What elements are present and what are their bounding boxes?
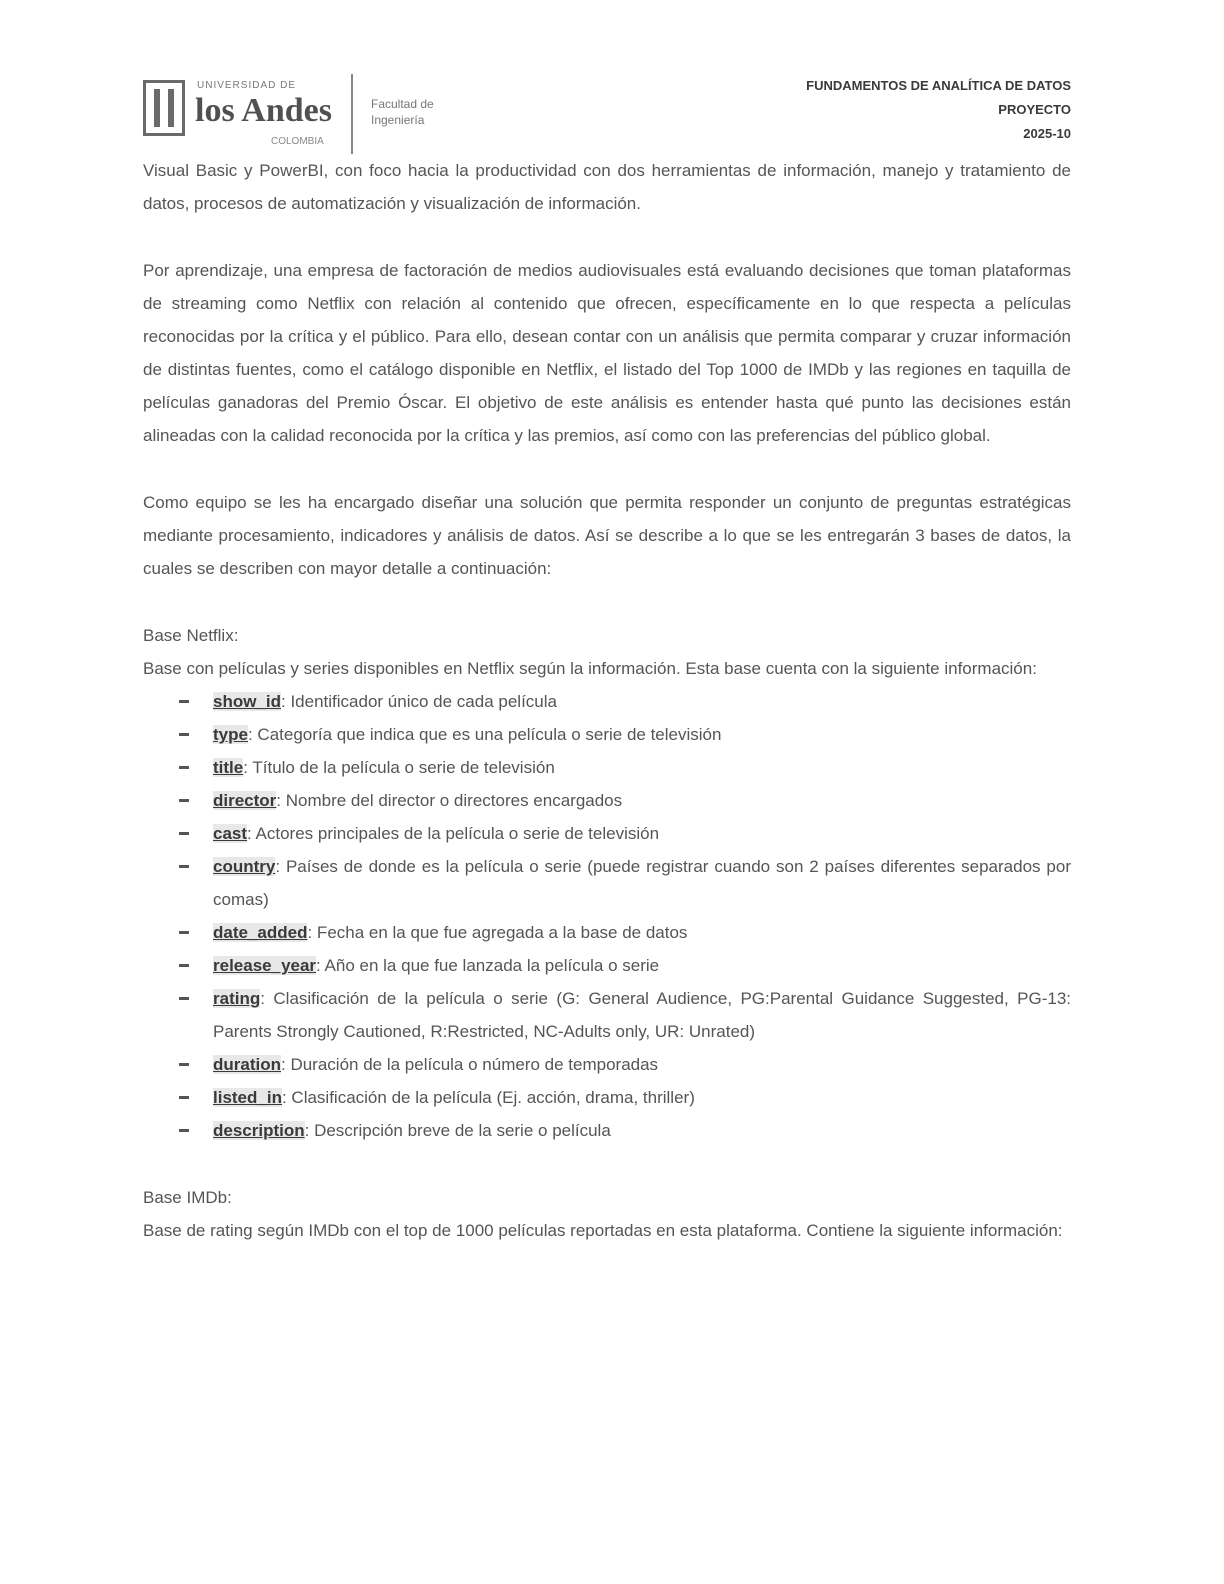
field-description: : Descripción breve de la serie o película bbox=[304, 1121, 611, 1140]
field-description: : Países de donde es la película o serie (puede registrar cuando son 2 países diferentes separados por comas) bbox=[213, 857, 1071, 909]
list-item bbox=[173, 817, 1071, 850]
field-name: release_year bbox=[213, 956, 317, 975]
bullet-icon bbox=[179, 865, 189, 868]
field-name: country bbox=[213, 857, 276, 876]
netflix-field-list bbox=[143, 685, 1071, 1147]
list-item bbox=[173, 949, 1071, 982]
field-description: : Nombre del director o directores encargados bbox=[276, 791, 623, 810]
document-page bbox=[143, 70, 1071, 1247]
list-item bbox=[173, 1114, 1071, 1147]
field-name: date_added bbox=[213, 923, 308, 942]
field-description: : Clasificación de la película o serie (G: General Audience, PG:Parental Guidance Suggested, PG-13: Parents Strongly Cautioned, R:Restricted, NC-Adults only, UR: Unrated) bbox=[213, 989, 1071, 1041]
field-description: : Año en la que fue lanzada la película o serie bbox=[316, 956, 660, 975]
task-paragraph: Como equipo se les ha encargado diseñar una solución que permita responder un conjunto de preguntas estratégicas mediante procesamiento, indicadores y análisis de datos. Así se describe a lo que se les entregarán 3 bases de datos, la cuales se describen con mayor detalle a continuación: bbox=[143, 493, 1071, 578]
logo-faculty-line1: Facultad de bbox=[371, 97, 434, 111]
bullet-icon bbox=[179, 832, 189, 835]
logo-divider bbox=[351, 74, 353, 154]
paragraph-gap bbox=[143, 585, 1071, 619]
course-term: 2025-10 bbox=[1023, 126, 1071, 141]
logo-top-text: UNIVERSIDAD DE bbox=[197, 80, 297, 91]
bullet-icon bbox=[179, 1129, 189, 1132]
imdb-section-title: Base IMDb: bbox=[143, 1188, 232, 1207]
course-title: FUNDAMENTOS DE ANALÍTICA DE DATOS bbox=[806, 78, 1071, 93]
field-description: : Identificador único de cada película bbox=[281, 692, 557, 711]
field-name: listed_in bbox=[213, 1088, 282, 1107]
netflix-description: Base con películas y series disponibles en Netflix según la información. Esta base cuenta con la siguiente información: bbox=[143, 659, 1037, 678]
list-item bbox=[173, 751, 1071, 784]
list-item bbox=[173, 718, 1071, 751]
paragraph-gap bbox=[143, 452, 1071, 486]
field-name: title bbox=[213, 758, 244, 777]
intro-paragraph: Visual Basic y PowerBI, con foco hacia la productividad con dos herramientas de información, manejo y tratamiento de datos, procesos de automatización y visualización de información. bbox=[143, 161, 1071, 213]
field-name: show_id bbox=[213, 692, 282, 711]
logo-sub-text: COLOMBIA bbox=[271, 136, 324, 147]
field-name: director bbox=[213, 791, 277, 810]
field-description: : Título de la película o serie de televisión bbox=[243, 758, 555, 777]
field-description: : Categoría que indica que es una película o serie de televisión bbox=[247, 725, 722, 744]
list-item bbox=[173, 982, 1071, 1048]
logo-faculty bbox=[371, 96, 434, 128]
field-name: rating bbox=[213, 989, 261, 1008]
list-item bbox=[173, 850, 1071, 916]
bullet-icon bbox=[179, 733, 189, 736]
field-description: : Duración de la película o número de temporadas bbox=[281, 1055, 659, 1074]
imdb-description: Base de rating según IMDb con el top de 1000 películas reportadas en esta plataforma. Contiene la siguiente información: bbox=[143, 1221, 1063, 1240]
page-header bbox=[143, 70, 1071, 154]
field-description: : Clasificación de la película (Ej. acción, drama, thriller) bbox=[281, 1088, 695, 1107]
university-logo-icon bbox=[143, 80, 185, 136]
list-item bbox=[173, 685, 1071, 718]
bullet-icon bbox=[179, 1096, 189, 1099]
bullet-icon bbox=[179, 997, 189, 1000]
field-description: : Actores principales de la película o serie de televisión bbox=[247, 824, 660, 843]
bullet-icon bbox=[179, 799, 189, 802]
course-meta bbox=[806, 74, 1071, 146]
paragraph-gap bbox=[143, 1147, 1071, 1181]
field-name: type bbox=[213, 725, 248, 744]
university-logo bbox=[143, 74, 453, 152]
bullet-icon bbox=[179, 931, 189, 934]
field-name: cast bbox=[213, 824, 248, 843]
field-name: duration bbox=[213, 1055, 281, 1074]
bullet-icon bbox=[179, 964, 189, 967]
list-item bbox=[173, 1048, 1071, 1081]
course-document-type: PROYECTO bbox=[998, 102, 1071, 117]
logo-university-name: los Andes bbox=[195, 92, 332, 129]
bullet-icon bbox=[179, 700, 189, 703]
field-name: description bbox=[213, 1121, 305, 1140]
list-item bbox=[173, 784, 1071, 817]
bullet-icon bbox=[179, 1063, 189, 1066]
bullet-icon bbox=[179, 766, 189, 769]
netflix-section-title: Base Netflix: bbox=[143, 626, 239, 645]
context-paragraph: Por aprendizaje, una empresa de factoración de medios audiovisuales está evaluando decisiones que toman plataformas de streaming como Netflix con relación al contenido que ofrecen, específicamente en lo que respecta a películas reconocidas por la crítica y el público. Para ello, desean contar con un análisis que permita comparar y cruzar información de distintas fuentes, como el catálogo disponible en Netflix, el listado del Top 1000 de IMDb y las regiones en taquilla de películas ganadoras del Premio Óscar. El objetivo de este análisis es entender hasta qué punto las decisiones están alineadas con la calidad reconocida por la crítica y las premios, así como con las preferencias del público global. bbox=[143, 261, 1071, 445]
list-item bbox=[173, 1081, 1071, 1114]
list-item bbox=[173, 916, 1071, 949]
paragraph-gap bbox=[143, 220, 1071, 254]
field-description: : Fecha en la que fue agregada a la base de datos bbox=[307, 923, 688, 942]
logo-faculty-line2: Ingeniería bbox=[371, 113, 425, 127]
